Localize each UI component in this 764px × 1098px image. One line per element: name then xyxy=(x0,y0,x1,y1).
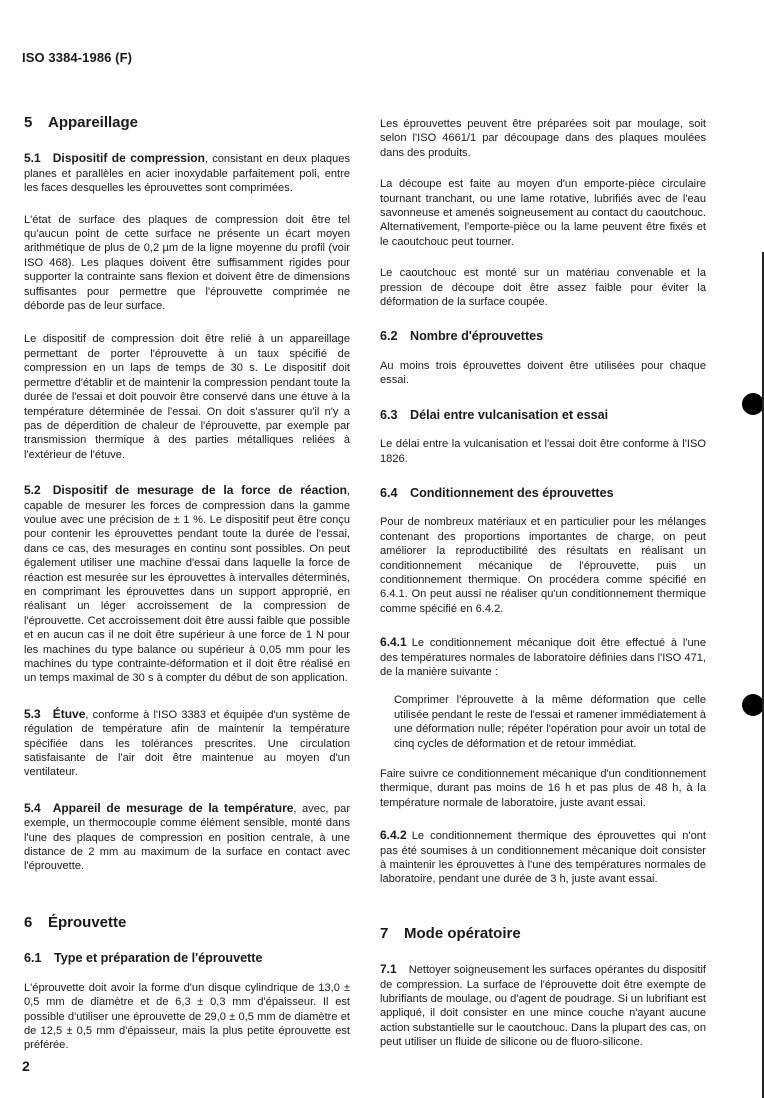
page-number: 2 xyxy=(22,1058,30,1074)
margin-punch-hole-mark xyxy=(742,393,764,415)
clause-number: 6.2 xyxy=(380,329,398,344)
section-7-heading xyxy=(380,924,706,942)
right-column xyxy=(380,117,706,1067)
clause-text: , conforme à l'ISO 3383 et équipée d'un système de régulation de température afin de maintenir la température spécifiée dans les tolérances prescrites. Une circulation satisfaisante de l'air doit être maintenue au moyen d'un ventilateur. xyxy=(24,708,350,779)
section-6-heading xyxy=(24,913,350,931)
clause-number: 5.2 xyxy=(24,483,41,498)
clause-5-4 xyxy=(24,801,350,874)
paragraph-6-2: Au moins trois éprouvettes doivent être utilisées pour chaque essai. xyxy=(380,359,706,387)
clause-6-1-heading xyxy=(24,951,350,965)
clause-number: 6.1 xyxy=(24,951,42,966)
paragraph-molding: Les éprouvettes peuvent être préparées soit par moulage, soit selon l'ISO 4661/1 par découpage dans des plaques moulées dans des produits. xyxy=(380,118,706,159)
paragraph-rubber-mounting: Le caoutchouc est monté sur un matériau convenable et la pression de découpe doit être assez faible pour éviter la déformation de la surface coupée. xyxy=(380,267,706,309)
clause-number: 6.4 xyxy=(380,485,398,500)
clause-number: 6.4.1 xyxy=(380,635,407,650)
clause-title: Dispositif de mesurage de la force de réaction xyxy=(52,483,347,498)
left-column xyxy=(24,116,350,1070)
clause-title: Délai entre vulcanisation et essai xyxy=(410,407,609,422)
paragraph-surface-state: L'état de surface des plaques de compression doit être tel qu'aucun point de cette surface ne présente un écart moyen arithmétique de plus de 0,2 µm de la ligne moyenne du profil (voir ISO 468). Les plaques doivent être suffisamment rigides pour supporter la contrainte sans flexion et doivent être de dimensions suffisantes pour permettre que l'éprouvette comprimée ne déborde pas de leur surface. xyxy=(24,213,350,313)
clause-6-4-1 xyxy=(380,635,706,679)
clause-7-1 xyxy=(380,962,706,1049)
clause-6-2-heading xyxy=(380,329,706,343)
section-5-heading xyxy=(24,116,350,130)
section-number: 6 xyxy=(24,913,33,931)
clause-text: Nettoyer soigneusement les surfaces opérantes du dispositif de compression. La surface de l'éprouvette doit être exempte de lubrifiants de moulage, ou d'agent de poudrage. Si un lubrifiant est appliqué, il doit consister en une mince couche n'ayant aucune action substantielle sur le caoutchouc. Dans la plupart des cas, on peut utiliser un fluide de silicone ou de fluoro-silicone. xyxy=(380,964,706,1049)
clause-number: 6.4.2 xyxy=(380,828,407,843)
clause-text: Le conditionnement mécanique doit être effectué à l'une des températures normales de laboratoire définies dans l'ISO 471, de la manière suivante : xyxy=(380,637,706,678)
paragraph-compression-device: Le dispositif de compression doit être relié à un appareillage permettant de porter l'éprouvette à un taux spécifié de compression en un laps de temps de 30 s. Le dispositif doit permettre d'établir et de maintenir la compression pendant toute la durée de l'essai et doit pouvoir être conservé dans une étuve à la température déterminée de l'essai. On doit s'assurer qu'il n'y a pas de déperdition de chaleur de l'éprouvette, par exemple par transmission thermique à des parties métalliques reliées à l'extérieur de l'étuve. xyxy=(24,333,350,461)
clause-title: Dispositif de compression xyxy=(52,151,205,166)
clause-text: , consistant en deux plaques planes et parallèles en acier inoxydable parfaitement poli, entre les faces desquelles les éprouvettes sont comprimées. xyxy=(24,153,350,195)
clause-6-4-2 xyxy=(380,828,706,887)
clause-number: 5.3 xyxy=(24,706,41,721)
clause-5-2 xyxy=(24,483,350,686)
clause-text: Le conditionnement thermique des éprouvettes qui n'ont pas été soumises à un conditionnement mécanique doit consister à maintenir les éprouvettes à l'une des températures normales de laboratoire, pendant une durée de 3 h, juste avant essai. xyxy=(380,830,706,886)
section-number: 5 xyxy=(24,114,33,131)
clause-text: , capable de mesurer les forces de compression dans la gamme voulue avec une précision de ± 1 %. Le dispositif peut être conçu pour contenir les éprouvettes pendant toute la durée de l'essai, dans ce cas, des mesurages en continu sont possibles. On peut également utiliser une machine d'essai dans laquelle la force de réaction est mesurée sur les éprouvettes à intervalles déterminés, en comprimant les éprouvettes dans un support approprié, en réalisant un léger accroissement de la compression de l'éprouvette. Cet accroissement doit être aussi faible que possible et en aucun cas il ne doit être supérieur à une force de 1 N pour les machines du type balance ou supérieur à 0,05 mm pour les machines du type contrainte-déformation et il doit être réalisé en un temps maximal de 30 s à compter du début de son application. xyxy=(24,485,350,685)
paragraph-thermal-follow-up: Faire suivre ce conditionnement mécanique d'un conditionnement thermique, durant pas moins de 16 h et pas plus de 48 h, à la température normale de laboratoire, juste avant essai. xyxy=(380,768,706,809)
paragraph-6-3: Le délai entre la vulcanisation et l'essai doit être conforme à l'ISO 1826. xyxy=(380,438,706,465)
section-title: Mode opératoire xyxy=(404,924,521,942)
section-number: 7 xyxy=(380,924,389,942)
paragraph-6-4: Pour de nombreux matériaux et en particulier pour les mélanges contenant des proportions importantes de charge, on peut améliorer la reproductibilité des résultats en réalisant un conditionnement mécanique de l'éprouvette, puis un conditionnement thermique. On procédera comme spécifié en 6.4.1. On peut aussi ne réaliser qu'un conditionnement thermique comme spécifié en 6.4.2. xyxy=(380,516,706,615)
clause-5-1 xyxy=(24,151,350,195)
clause-title: Nombre d'éprouvettes xyxy=(410,329,544,344)
paragraph-compress-instruction: Comprimer l'éprouvette à la même déformation que celle utilisée pendant le reste de l'essai et ramener immédiatement à une déformation nulle; répéter l'opération pour avoir un total de cinq cycles de déformation et de retour immédiat. xyxy=(394,694,706,750)
clause-6-4-heading xyxy=(380,486,706,500)
section-title: Éprouvette xyxy=(48,913,127,931)
margin-punch-hole-mark xyxy=(742,694,764,716)
section-title: Appareillage xyxy=(48,114,139,131)
clause-5-3 xyxy=(24,707,350,780)
clause-6-3-heading xyxy=(380,408,706,422)
paragraph-6-1: L'éprouvette doit avoir la forme d'un disque cylindrique de 13,0 ± 0,5 mm de diamètre et de 6,3 ± 0,3 mm d'épaisseur. Il est possible d'utiliser une éprouvette de 29,0 ± 0,5 mm de diamètre et de 12,5 ± 0,5 mm d'épaisseur, mais la plus petite éprouvette est préférée. xyxy=(24,981,350,1052)
clause-title: Étuve xyxy=(52,706,86,721)
clause-text: , avec, par exemple, un thermocouple comme élément sensible, monté dans l'une des plaques de compression en position centrale, à une distance de 2 mm au maximum de la surface en contact avec l'éprouvette. xyxy=(24,802,351,873)
clause-title: Appareil de mesurage de la température xyxy=(52,800,294,815)
clause-number: 6.3 xyxy=(380,407,398,422)
clause-title: Type et préparation de l'éprouvette xyxy=(54,951,263,966)
clause-title: Conditionnement des éprouvettes xyxy=(410,485,614,500)
paragraph-cutting: La découpe est faite au moyen d'un emporte-pièce circulaire tournant tranchant, ou une lame rotative, lubrifiés avec de l'eau savonneuse et amenés soigneusement au contact du caoutchouc. Alternativement, l'emporte-pièce ou la lame peuvent être fixés et le caoutchouc peut tourner. xyxy=(380,178,706,248)
document-header: ISO 3384-1986 (F) xyxy=(22,50,133,65)
clause-number: 5.1 xyxy=(24,151,41,166)
clause-number: 7.1 xyxy=(380,962,397,977)
clause-number: 5.4 xyxy=(24,800,41,815)
